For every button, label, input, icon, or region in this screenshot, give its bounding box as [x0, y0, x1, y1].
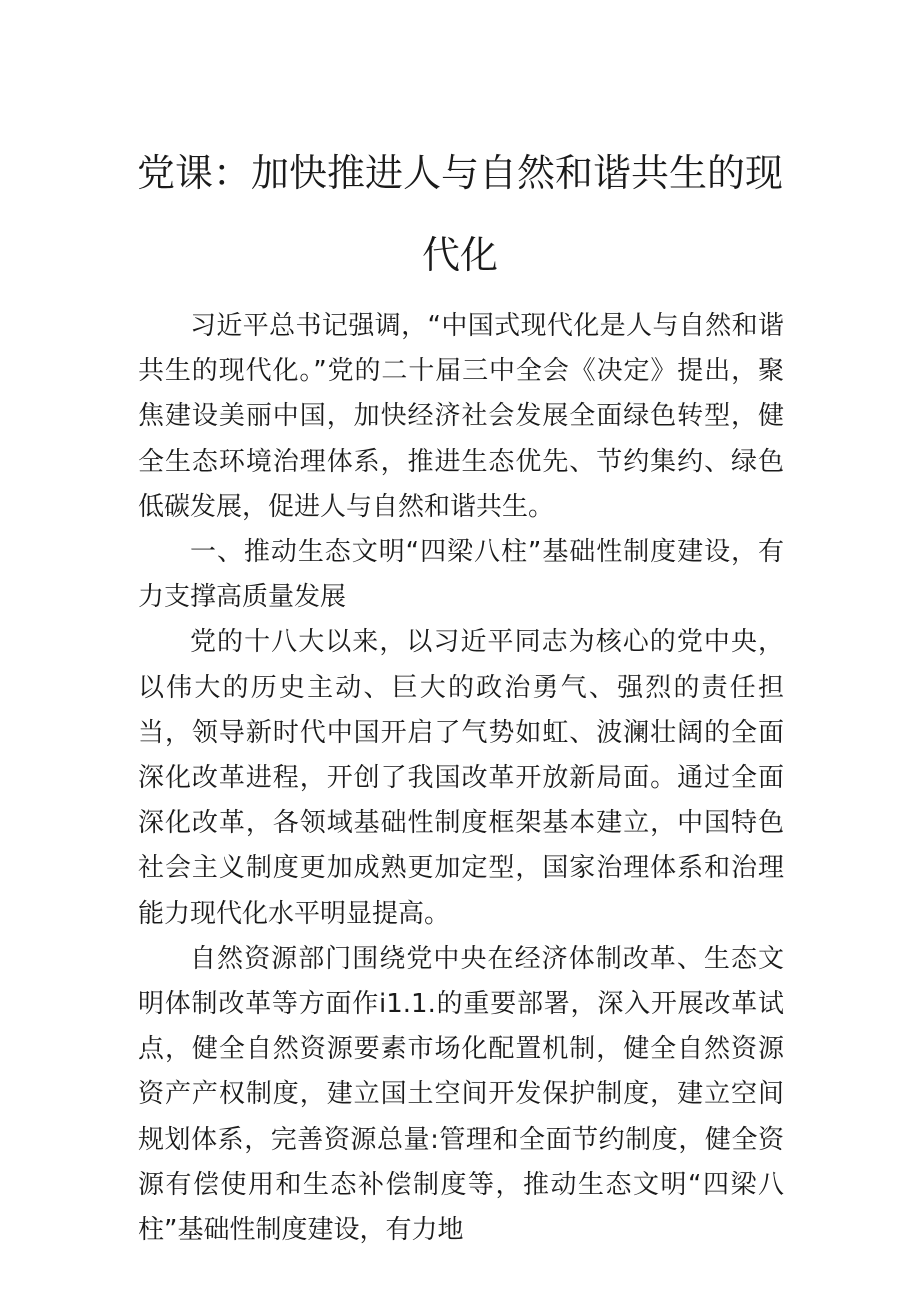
- paragraph-natural-resources: 自然资源部门围绕党中央在经济体制改革、生态文明体制改革等方面作i1.1.的重要部署，深入开展改革试点，健全自然资源要素市场化配置机制，健全自然资源资产产权制度，建立国土空间开发保护制度，建立空间规划体系，完善资源总量:管理和全面节约制度，健全资源有偿使用和生态补偿制度等，推动生态文明“四梁八柱”基础性制度建设，有力地: [138, 943, 784, 1246]
- section-heading-1: 一、推动生态文明“四梁八柱”基础性制度建设，有力支撑高质量发展: [138, 537, 784, 613]
- paragraph-reform-achievements: 党的十八大以来，以习近平同志为核心的党中央，以伟大的历史主动、巨大的政治勇气、强烈的责任担当，领导新时代中国开启了气势如虹、波澜壮阔的全面深化改革进程，开创了我国改革开放新局面。通过全面深化改革，各领域基础性制度框架基本建立，中国特色社会主义制度更加成熟更加定型，国家治理体系和治理能力现代化水平明显提高。: [138, 627, 784, 929]
- paragraph-intro: 习近平总书记强调，“中国式现代化是人与自然和谐共生的现代化。”党的二十届三中全会《决定》提出，聚焦建设美丽中国，加快经济社会发展全面绿色转型，健全生态环境治理体系，推进生态优先、节约集约、绿色低碳发展，促进人与自然和谐共生。: [138, 311, 784, 522]
- document-title: 党课：加快推进人与自然和谐共生的现代化: [136, 151, 783, 277]
- document-body: [138, 304, 784, 1253]
